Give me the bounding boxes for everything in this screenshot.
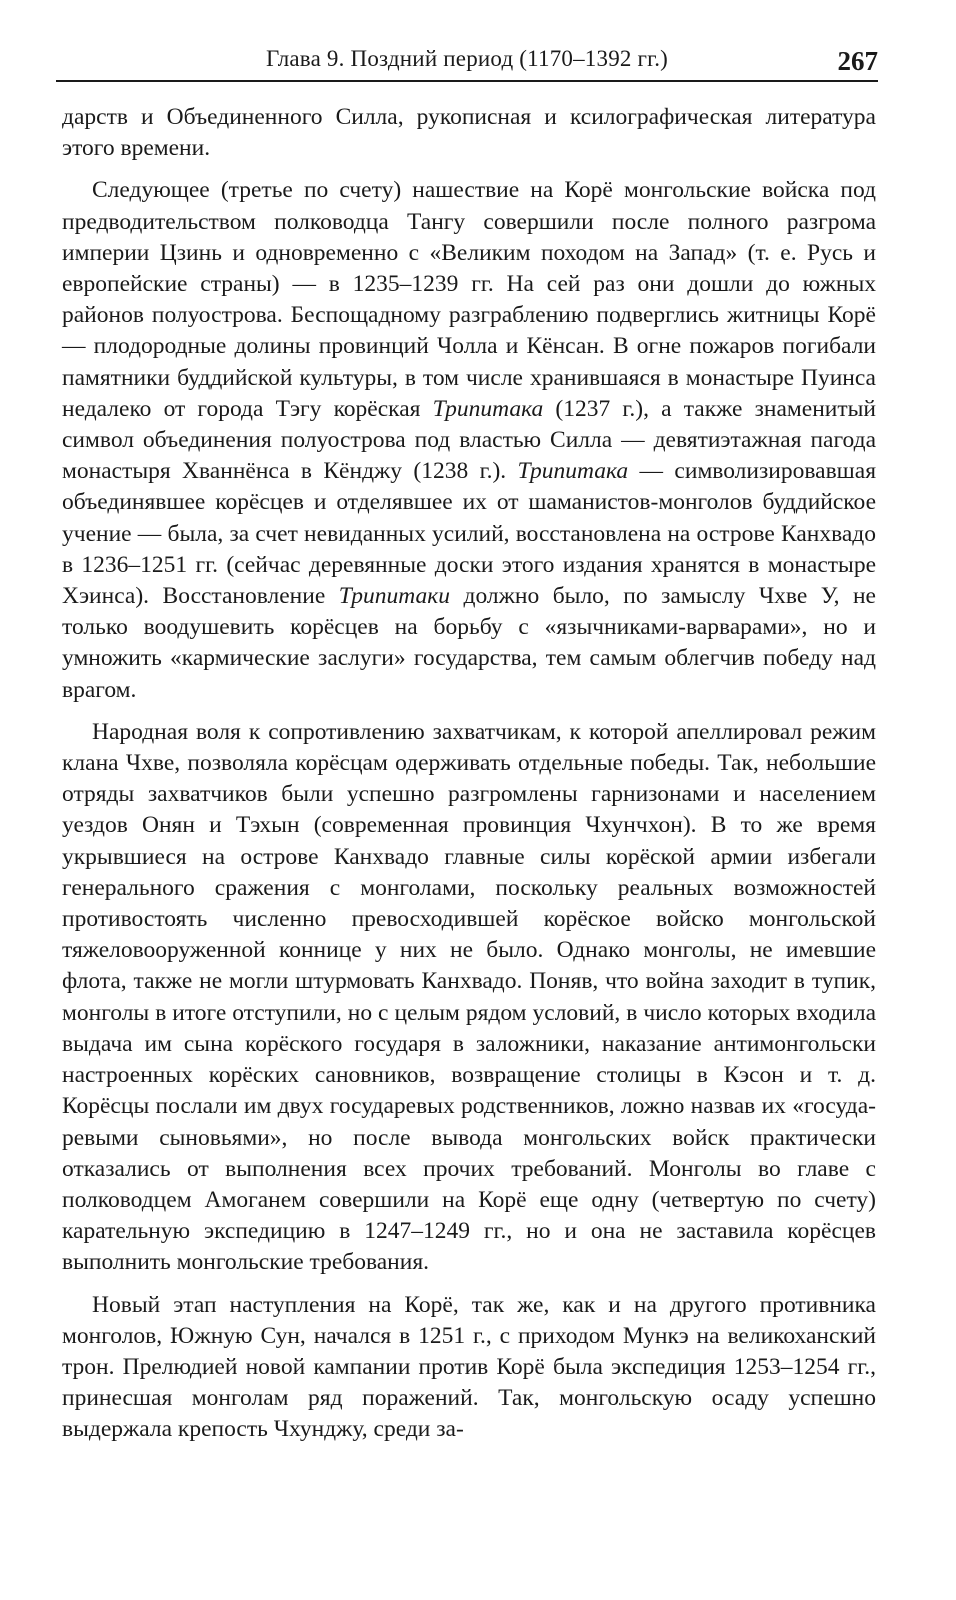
- italic-term: Трипитака: [517, 458, 629, 485]
- paragraph-3: [62, 717, 876, 1279]
- text-run: — символизировавшая объединявшее корёсцев и отделявшее их от шаманистов-монголов буддийское учение — была, за счет невиданных усилий, восстановлена на острове Канхвадо в 1236–1251 гг. (сейчас деревянные доски этого издания хранятся в монастыре Хэинса). Восстановление: [62, 458, 876, 610]
- text-run: (1237 г.), а также знаменитый символ объединения полуострова под властью Силла — девятиэтажная пагода монастыря Хваннёнса в Кёнджу (1238 г.).: [62, 395, 876, 485]
- text-run: Новый этап наступления на Корё, так же, как и на другого противника монголов, Южную Сун, начался в 1251 г., с приходом Мункэ на великоханский трон. Прелюдией новой кампании против Корё была экспедиция 1253–1254 гг., принесшая монголам ряд поражений. Так, монгольскую осаду успешно выдержала крепость Чхунджу, среди за-: [62, 1291, 876, 1443]
- italic-term: Трипитаки: [338, 583, 451, 610]
- running-header: [56, 42, 878, 82]
- page-number: 267: [837, 46, 878, 76]
- paragraph-2: [62, 175, 876, 705]
- text-run: Следующее (третье по счету) нашествие на Корё монгольские войска под предводительством полководца Тангу совершили после полного разгрома империи Цзинь и одновременно с «Великим походом на Запад» (т. е. Русь и европейские страны) — в 1235–1239 гг. На сей раз они дошли до южных районов полуострова. Беспощадному разграблению подверглись житницы Корё — плодородные долины провинций Чолла и Кёнсан. В огне пожаров погибали памятники буддийской культуры, в том числе хранившаяся в монастыре Пуинса недалеко от города Тэгу корёская: [62, 177, 876, 422]
- paragraph-1: [62, 102, 876, 164]
- paragraph-4: [62, 1290, 876, 1446]
- italic-term: Трипитака: [432, 395, 544, 422]
- chapter-running-title: Глава 9. Поздний период (1170–1392 гг.): [265, 46, 669, 71]
- text-run: дарств и Объединенного Силла, рукописная и ксилографическая литература этого времени.: [62, 104, 876, 162]
- text-run: должно было, по замыслу Чхве У, не только воодушевить корёсцев на борьбу с «язычниками-варварами», но и умножить «кармические заслуги» государства, тем самым облегчив победу над врагом.: [62, 583, 876, 703]
- text-run: Народная воля к сопротивлению захватчикам, к которой апеллировал режим клана Чхве, позволяла корёсцам одерживать отдельные победы. Так, небольшие отряды захватчиков были успешно разгромлены гарнизонами и населением уездов Онян и Тэхын (современная провинция Чхунчхон). В то же время укрывшиеся на острове Канхвадо главные силы корёской армии избегали генерального сражения с монголами, поскольку реальных возможностей противостоять численно превосходившей корёское войско монгольской тяжеловооруженной коннице у них не было. Однако монголы, не имевшие флота, также не могли штурмовать Канхвадо. Поняв, что война заходит в тупик, монголы в итоге отступили, но с целым рядом условий, в число которых входила выдача им сына корёского государя в заложники, наказание антимонгольски настроенных корёских сановников, возвращение столицы в Кэсон и т. д. Корёсцы послали им двух государевых родственников, ложно назвав их «государевыми сыновьями», но после вывода монгольских войск практически отказались от выполнения всех прочих требований. Монголы во главе с полководцем Амоганем совершили на Корё еще одну (четвертую по счету) карательную экспедицию в 1247–1249 гг., но и она не заставила корёсцев выполнить монгольские требования.: [62, 718, 876, 1276]
- body-text: [62, 102, 876, 1446]
